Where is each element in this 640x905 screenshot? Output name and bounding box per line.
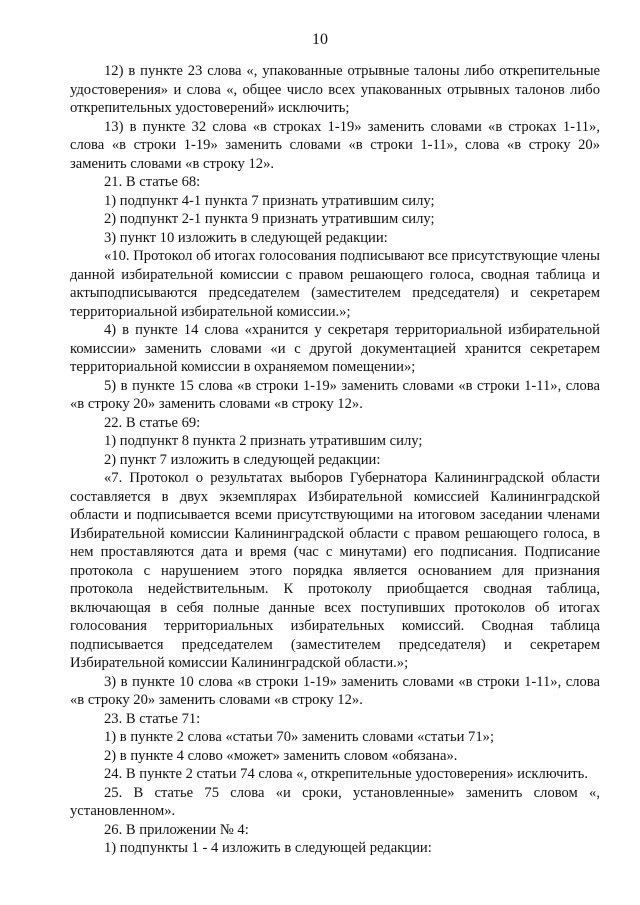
paragraph: 2) пункт 7 изложить в следующей редакции:	[104, 451, 381, 468]
paragraph: 12) в пункте 23 слова «, упакованные отрывные талоны либо открепительные удостоверения» и слова «, общее число всех упакованных отрывных талонов либо открепительных удостоверений» исключить;	[70, 63, 600, 116]
paragraph: 2) в пункте 4 слово «может» заменить словом «обязана».	[104, 747, 458, 764]
paragraph: 2) подпункт 2-1 пункта 9 признать утратившим силу;	[104, 211, 435, 227]
paragraph: 22. В статье 69:	[104, 414, 201, 431]
paragraph: 23. В статье 71:	[104, 710, 201, 727]
paragraph: 13) в пункте 32 слова «в строках 1-19» заменить словами «в строках 1-11», слова «в строки 1-19» заменить словами «в строки 1-11», слова «в строку 20» заменить словами «в строку 12».	[70, 118, 600, 172]
paragraph: 21. В статье 68:	[104, 174, 201, 190]
paragraph: «7. Протокол о результатах выборов Губернатора Калининградской области составляется в двух экземплярах Избирательной комиссией Калининградской области и подписывается всеми присутствующими на итоговом заседании членами Избирательной комиссии Калининградской области с правом решающего голоса, в нем проставляются дата и время (час с минутами) его подписания. Подписание протокола с нарушением этого порядка является основанием для признания протокола недействительным. К протоколу приобщается сводная таблица, включающая в себя полные данные всех поступивших протоколов об итогах голосования территориальных избирательных комиссий. Сводная таблица подписывается председателем (заместителем председателя) и секретарем Избирательной комиссии Калининградской области.»;	[70, 470, 600, 671]
paragraph: 1) в пункте 2 слова «статьи 70» заменить словами «статьи 71»;	[104, 729, 494, 745]
document-body	[70, 62, 600, 858]
paragraph: 3) в пункте 10 слова «в строки 1-19» заменить словами «в строки 1-11», слова «в строку 20» заменить словами «в строку 12».	[70, 673, 600, 708]
paragraph: 1) подпункт 8 пункта 2 признать утратившим силу;	[104, 433, 423, 449]
paragraph: 3) пункт 10 изложить в следующей редакции:	[104, 229, 388, 246]
paragraph: 1) подпункт 4-1 пункта 7 признать утратившим силу;	[104, 192, 435, 209]
paragraph: 26. В приложении № 4:	[104, 821, 249, 838]
paragraph: 4) в пункте 14 слова «хранится у секретаря территориальной избирательной комиссии» заменить словами «и с другой документацией хранится секретарем территориальной комиссии в охраняемом помещении»;	[70, 322, 600, 375]
paragraph: «10. Протокол об итогах голосования подписывают все присутствующие члены данной избирательной комиссии с правом решающего голоса, сводная таблица и актыподписываются председателем (заместителем председателя) и секретарем территориальной избирательной комиссии.»;	[70, 248, 600, 320]
paragraph: 24. В пункте 2 статьи 74 слова «, открепительные удостоверения» исключить.	[104, 766, 588, 782]
paragraph: 5) в пункте 15 слова «в строки 1-19» заменить словами «в строки 1-11», слова «в строку 20» заменить словами «в строку 12».	[70, 377, 600, 412]
paragraph: 1) подпункты 1 - 4 изложить в следующей редакции:	[104, 840, 432, 856]
paragraph: 25. В статье 75 слова «и сроки, установленные» заменить словом «, установленном».	[70, 784, 600, 819]
page-number: 10	[312, 31, 328, 48]
